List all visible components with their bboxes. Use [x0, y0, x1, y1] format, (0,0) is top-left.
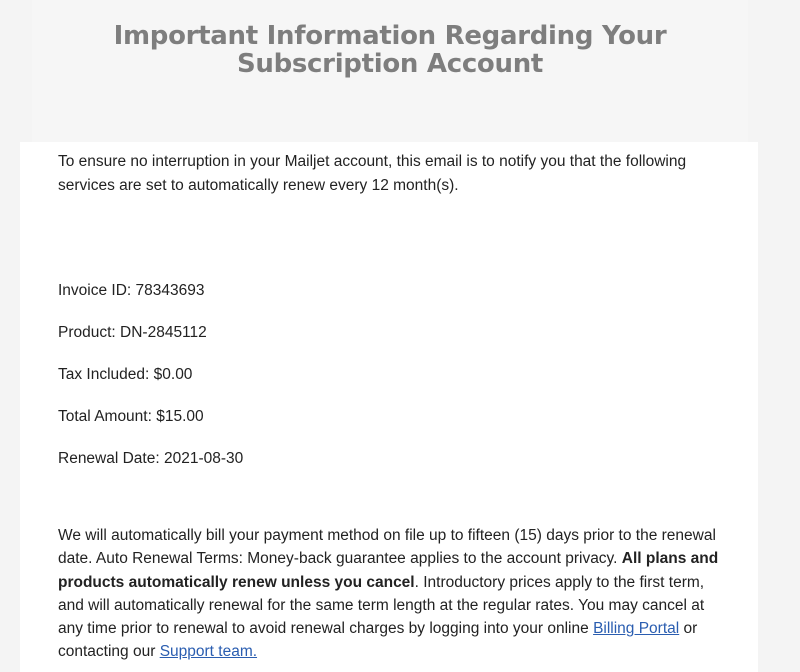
renewal-date: Renewal Date: 2021-08-30: [58, 450, 244, 467]
total-amount: Total Amount: $15.00: [58, 408, 204, 425]
billing-portal-link[interactable]: Billing Portal: [593, 620, 680, 638]
auto-renew-notice: All plans and products automatically renew unless you cancel: [58, 550, 719, 591]
support-team-link[interactable]: Support team.: [159, 643, 258, 661]
tax-included: Tax Included: $0.00: [58, 366, 193, 383]
billing-terms-text-2: . Introductory prices apply to the first term, and will automatically renewal for the same term length at the regular rates. You may cancel at any time prior to renewal to avoid renewal charges by logging into your online: [58, 573, 705, 638]
product-id: Product: DN-2845112: [58, 324, 207, 341]
billing-terms-paragraph: [58, 524, 730, 664]
email-body: [20, 142, 758, 672]
billing-terms-text-3: or contacting our: [58, 620, 698, 661]
intro-paragraph: To ensure no interruption in your Mailjet account, this email is to notify you that the following services are set to automatically renew every 12 month(s).: [58, 153, 687, 194]
billing-terms-text: We will automatically bill your payment method on file up to fifteen (15) days prior to the renewal date. Auto Renewal Terms: Money-back guarantee applies to the account privacy.: [58, 527, 716, 568]
email-header: [32, 0, 748, 142]
invoice-id: Invoice ID: 78343693: [58, 282, 205, 299]
email-title: Important Information Regarding Your Subscription Account: [113, 21, 667, 79]
